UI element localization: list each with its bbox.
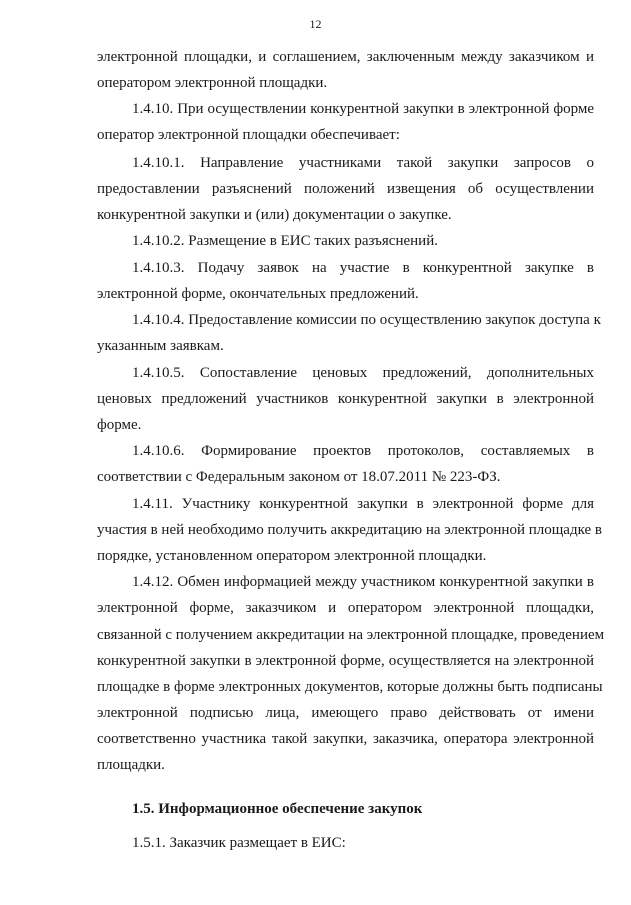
text-line: соответственно участника такой закупки, заказчика, оператора электронной (97, 731, 594, 747)
section-heading-1-5: 1.5. Информационное обеспечение закупок (132, 801, 423, 817)
text-line: электронной форме, заказчиком и оператором электронной площадки, (97, 600, 594, 616)
paragraph-1-4-10-5: 1.4.10.5. Сопоставление ценовых предложений, дополнительных (132, 365, 594, 381)
paragraph-1-4-11: 1.4.11. Участнику конкурентной закупки в электронной форме для (132, 496, 594, 512)
paragraph-1-5-1: 1.5.1. Заказчик размещает в ЕИС: (132, 835, 346, 851)
text-line: конкурентной закупки и (или) документации о закупке. (97, 207, 452, 223)
text-line: электронной форме, окончательных предложений. (97, 286, 419, 302)
paragraph-1-4-10-2: 1.4.10.2. Размещение в ЕИС таких разъяснений. (132, 233, 438, 249)
paragraph-1-4-10-1: 1.4.10.1. Направление участниками такой закупки запросов о (132, 155, 594, 171)
text-line: форме. (97, 417, 142, 433)
page-number: 12 (309, 17, 322, 31)
paragraph-1-4-10-6: 1.4.10.6. Формирование проектов протоколов, составляемых в (132, 443, 594, 459)
paragraph-1-4-10-4: 1.4.10.4. Предоставление комиссии по осуществлению закупок доступа к (132, 312, 601, 328)
text-line: оператор электронной площадки обеспечивает: (97, 127, 400, 143)
paragraph-1-4-12: 1.4.12. Обмен информацией между участником конкурентной закупки в (132, 574, 594, 590)
paragraph-1-4-10-3: 1.4.10.3. Подачу заявок на участие в конкурентной закупке в (132, 260, 594, 276)
text-line: конкурентной закупки в электронной форме, осуществляется на электронной (97, 653, 594, 669)
text-line: оператором электронной площадки. (97, 75, 328, 91)
text-line: связанной с получением аккредитации на электронной площадке, проведением (97, 627, 605, 643)
text-line: площадке в форме электронных документов, которые должны быть подписаны (97, 679, 603, 695)
text-line: порядке, установленном оператором электронной площадки. (97, 548, 487, 564)
paragraph-1-4-10: 1.4.10. При осуществлении конкурентной закупки в электронной форме (132, 101, 594, 117)
text-line: ценовых предложений участников конкурентной закупки в электронной (97, 391, 594, 407)
text-line: площадки. (97, 757, 165, 773)
text-line: электронной подписью лица, имеющего право действовать от имени (97, 705, 594, 721)
text-line: указанным заявкам. (97, 338, 224, 354)
text-line: участия в ней необходимо получить аккредитацию на электронной площадке в (97, 522, 602, 538)
text-line: предоставлении разъяснений положений извещения об осуществлении (97, 181, 594, 197)
text-line: соответствии с Федеральным законом от 18.07.2011 № 223-ФЗ. (97, 469, 501, 485)
text-line: электронной площадки, и соглашением, заключенным между заказчиком и (97, 49, 594, 65)
